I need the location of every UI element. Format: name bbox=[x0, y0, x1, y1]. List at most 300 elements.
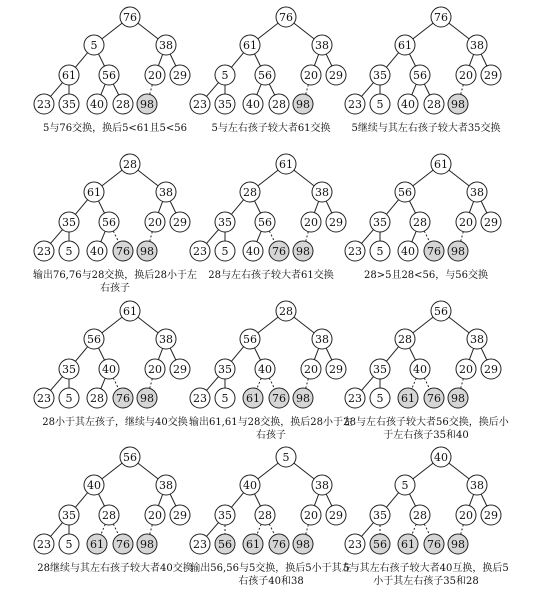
heap-node bbox=[215, 65, 235, 85]
tree-edge bbox=[51, 377, 63, 391]
sorted-node bbox=[398, 534, 418, 554]
tree-edge bbox=[113, 378, 118, 389]
panel-caption: 28与左右孩子较大者56交换，换后小于左右孩子35和40 bbox=[343, 417, 509, 441]
node-label: 40 bbox=[401, 98, 415, 111]
sorted-node bbox=[448, 534, 468, 554]
sorted-node bbox=[448, 388, 468, 408]
tree-edge bbox=[170, 54, 176, 66]
node-label: 29 bbox=[173, 363, 187, 376]
heap-node bbox=[84, 182, 104, 202]
node-label: 56 bbox=[87, 333, 101, 346]
heap-node bbox=[456, 359, 476, 379]
tree-edge bbox=[362, 230, 374, 244]
tree-edge bbox=[102, 23, 122, 39]
tree-edge bbox=[75, 347, 87, 362]
node-label: 20 bbox=[459, 509, 473, 522]
tree-edge bbox=[461, 379, 464, 389]
node-label: 61 bbox=[62, 69, 76, 82]
heap-node bbox=[156, 182, 176, 202]
heap-node bbox=[276, 154, 296, 174]
tree-edge bbox=[410, 348, 416, 360]
node-label: 5 bbox=[221, 69, 229, 82]
node-label: 98 bbox=[296, 245, 310, 258]
tree-edge bbox=[461, 525, 464, 535]
node-label: 28 bbox=[427, 98, 441, 111]
heap-panel bbox=[345, 447, 501, 554]
tree-edge bbox=[150, 85, 153, 95]
node-label: 76 bbox=[116, 245, 130, 258]
sorted-node bbox=[113, 534, 133, 554]
node-label: 20 bbox=[148, 363, 162, 376]
tree-edge bbox=[257, 524, 261, 535]
sorted-node bbox=[243, 534, 263, 554]
heap-node bbox=[145, 359, 165, 379]
heap-node bbox=[398, 94, 418, 114]
tree-edge bbox=[314, 54, 318, 65]
node-label: 23 bbox=[348, 98, 362, 111]
tree-edge bbox=[75, 200, 87, 215]
node-label: 29 bbox=[173, 509, 187, 522]
tree-edge bbox=[170, 348, 176, 360]
node-label: 5 bbox=[376, 392, 384, 405]
node-label: 28 bbox=[413, 216, 427, 229]
tree-edge bbox=[481, 494, 487, 506]
heap-node bbox=[113, 94, 133, 114]
heap-panel bbox=[345, 154, 501, 261]
node-label: 56 bbox=[373, 538, 387, 551]
node-label: 23 bbox=[37, 392, 51, 405]
heap-node bbox=[410, 359, 430, 379]
heap-node bbox=[395, 475, 415, 495]
node-label: 61 bbox=[87, 186, 101, 199]
node-label: 23 bbox=[37, 245, 51, 258]
heap-node bbox=[170, 505, 190, 525]
tree-edge bbox=[255, 201, 261, 213]
tree-edge bbox=[461, 232, 464, 242]
heap-node bbox=[190, 534, 210, 554]
tree-edge bbox=[449, 317, 469, 333]
node-label: 23 bbox=[193, 98, 207, 111]
tree-edge bbox=[207, 230, 219, 244]
heap-node bbox=[145, 505, 165, 525]
sorted-node bbox=[269, 241, 289, 261]
node-label: 29 bbox=[329, 216, 343, 229]
sorted-node bbox=[293, 94, 313, 114]
heap-node bbox=[370, 505, 390, 525]
tree-edge bbox=[410, 54, 416, 66]
heap-node bbox=[276, 447, 296, 467]
tree-edge bbox=[449, 463, 469, 479]
tree-edge bbox=[138, 317, 158, 333]
tree-edge bbox=[362, 377, 374, 391]
node-label: 98 bbox=[140, 245, 154, 258]
node-label: 61 bbox=[401, 538, 415, 551]
heap-panel bbox=[34, 447, 190, 554]
heap-panel bbox=[190, 7, 346, 114]
tree-edge bbox=[424, 378, 429, 389]
node-label: 38 bbox=[159, 39, 173, 52]
heap-node bbox=[87, 94, 107, 114]
node-label: 56 bbox=[102, 69, 116, 82]
heap-node bbox=[243, 94, 263, 114]
heap-node bbox=[145, 212, 165, 232]
node-label: 20 bbox=[304, 69, 318, 82]
node-label: 61 bbox=[90, 538, 104, 551]
node-label: 23 bbox=[37, 538, 51, 551]
tree-edge bbox=[269, 231, 274, 242]
heap-node bbox=[215, 388, 235, 408]
tree-edge bbox=[99, 54, 105, 66]
node-label: 20 bbox=[148, 216, 162, 229]
heap-node bbox=[215, 212, 235, 232]
heap-node bbox=[215, 505, 235, 525]
node-label: 29 bbox=[484, 69, 498, 82]
node-label: 40 bbox=[87, 479, 101, 492]
tree-edge bbox=[424, 524, 429, 535]
node-label: 5 bbox=[221, 245, 229, 258]
node-label: 35 bbox=[373, 69, 387, 82]
node-label: 5 bbox=[65, 392, 73, 405]
tree-edge bbox=[158, 54, 162, 65]
node-label: 23 bbox=[37, 98, 51, 111]
tree-edge bbox=[410, 494, 416, 506]
node-label: 5 bbox=[221, 392, 229, 405]
heap-node bbox=[467, 329, 487, 349]
heap-node bbox=[312, 182, 332, 202]
tree-edge bbox=[231, 493, 243, 508]
heap-node bbox=[345, 534, 365, 554]
node-label: 20 bbox=[459, 216, 473, 229]
sorted-node bbox=[398, 388, 418, 408]
sorted-node bbox=[424, 534, 444, 554]
node-label: 38 bbox=[315, 479, 329, 492]
node-label: 5 bbox=[90, 39, 98, 52]
tree-edge bbox=[412, 378, 416, 389]
heap-node bbox=[345, 388, 365, 408]
heap-node bbox=[312, 35, 332, 55]
sorted-node bbox=[113, 388, 133, 408]
heap-panel bbox=[190, 154, 346, 261]
node-label: 61 bbox=[246, 538, 260, 551]
node-label: 23 bbox=[348, 538, 362, 551]
sorted-node bbox=[448, 241, 468, 261]
heap-node bbox=[481, 359, 501, 379]
heap-node bbox=[424, 94, 444, 114]
sorted-node bbox=[293, 388, 313, 408]
node-label: 56 bbox=[243, 333, 257, 346]
tree-edge bbox=[101, 84, 105, 95]
panel-caption: 输出56,56与5交换，换后5小于其左右孩子40和38 bbox=[190, 563, 352, 587]
node-label: 35 bbox=[62, 363, 76, 376]
tree-edge bbox=[269, 84, 274, 95]
node-label: 98 bbox=[140, 98, 154, 111]
heap-node bbox=[467, 35, 487, 55]
node-label: 56 bbox=[218, 538, 232, 551]
node-label: 29 bbox=[173, 216, 187, 229]
tree-edge bbox=[75, 493, 87, 508]
node-label: 38 bbox=[470, 333, 484, 346]
tree-edge bbox=[269, 524, 274, 535]
sorted-node bbox=[137, 388, 157, 408]
tree-edge bbox=[231, 200, 243, 215]
node-label: 28 bbox=[116, 98, 130, 111]
sorted-node bbox=[424, 388, 444, 408]
node-label: 23 bbox=[348, 392, 362, 405]
tree-edge bbox=[412, 84, 416, 95]
tree-edge bbox=[413, 317, 433, 333]
node-label: 35 bbox=[218, 216, 232, 229]
tree-edge bbox=[101, 524, 105, 535]
heap-node bbox=[398, 241, 418, 261]
node-label: 56 bbox=[258, 216, 272, 229]
tree-edge bbox=[231, 53, 243, 68]
node-label: 28 bbox=[102, 509, 116, 522]
heap-node bbox=[99, 212, 119, 232]
heap-node bbox=[481, 65, 501, 85]
node-label: 98 bbox=[451, 245, 465, 258]
tree-edge bbox=[138, 23, 158, 39]
node-label: 20 bbox=[148, 509, 162, 522]
node-label: 35 bbox=[373, 363, 387, 376]
node-label: 38 bbox=[315, 333, 329, 346]
tree-edge bbox=[461, 85, 464, 95]
node-label: 29 bbox=[484, 216, 498, 229]
node-label: 76 bbox=[116, 538, 130, 551]
node-label: 61 bbox=[243, 39, 257, 52]
heap-node bbox=[370, 212, 390, 232]
tree-edge bbox=[306, 379, 309, 389]
heap-panel bbox=[345, 7, 501, 114]
node-label: 40 bbox=[246, 245, 260, 258]
node-label: 56 bbox=[102, 216, 116, 229]
heap-node bbox=[99, 359, 119, 379]
node-label: 38 bbox=[159, 333, 173, 346]
node-label: 20 bbox=[459, 363, 473, 376]
heap-node bbox=[410, 505, 430, 525]
heap-node bbox=[255, 212, 275, 232]
heap-panel bbox=[345, 301, 501, 408]
tree-edge bbox=[469, 54, 473, 65]
tree-edge bbox=[150, 379, 153, 389]
tree-edge bbox=[362, 523, 374, 537]
tree-edge bbox=[314, 201, 318, 212]
node-label: 23 bbox=[348, 245, 362, 258]
heap-node bbox=[84, 475, 104, 495]
heap-node bbox=[312, 329, 332, 349]
tree-edge bbox=[75, 53, 87, 68]
tree-edge bbox=[258, 23, 278, 39]
tree-edge bbox=[102, 317, 122, 333]
heap-node bbox=[59, 388, 79, 408]
node-label: 35 bbox=[218, 363, 232, 376]
heap-node bbox=[34, 534, 54, 554]
tree-edge bbox=[101, 231, 105, 242]
node-label: 5 bbox=[282, 451, 290, 464]
heap-node bbox=[395, 182, 415, 202]
tree-edge bbox=[481, 201, 487, 213]
heap-node bbox=[431, 301, 451, 321]
tree-edge bbox=[413, 170, 433, 186]
node-label: 40 bbox=[434, 451, 448, 464]
node-label: 28 bbox=[243, 186, 257, 199]
node-label: 29 bbox=[329, 69, 343, 82]
tree-edge bbox=[51, 230, 63, 244]
heap-node bbox=[481, 505, 501, 525]
heap-node bbox=[120, 301, 140, 321]
node-label: 61 bbox=[434, 158, 448, 171]
heap-node bbox=[59, 505, 79, 525]
tree-edge bbox=[138, 170, 158, 186]
sorted-node bbox=[424, 241, 444, 261]
tree-edge bbox=[469, 201, 473, 212]
heap-node bbox=[326, 505, 346, 525]
node-label: 5 bbox=[376, 98, 384, 111]
node-label: 38 bbox=[159, 479, 173, 492]
tree-edge bbox=[424, 84, 429, 95]
node-label: 28 bbox=[413, 509, 427, 522]
node-label: 40 bbox=[90, 245, 104, 258]
heap-node bbox=[255, 505, 275, 525]
heap-node bbox=[120, 154, 140, 174]
tree-edge bbox=[255, 494, 261, 506]
panel-caption: 5与左右孩子较大者61交换 bbox=[211, 123, 331, 134]
tree-edge bbox=[207, 83, 219, 97]
heap-node bbox=[431, 447, 451, 467]
heap-node bbox=[240, 182, 260, 202]
tree-edge bbox=[51, 83, 63, 97]
node-label: 29 bbox=[484, 509, 498, 522]
tree-edge bbox=[294, 463, 314, 479]
panel-caption: 输出76,76与28交换，换后28小于左右孩子 bbox=[32, 270, 198, 294]
heap-node bbox=[410, 212, 430, 232]
tree-edge bbox=[386, 347, 398, 362]
heap-node bbox=[395, 35, 415, 55]
heap-panel bbox=[34, 154, 190, 261]
node-label: 76 bbox=[123, 11, 137, 24]
heap-node bbox=[156, 329, 176, 349]
heap-node bbox=[301, 65, 321, 85]
sorted-node bbox=[137, 534, 157, 554]
heap-node bbox=[156, 475, 176, 495]
node-label: 29 bbox=[173, 69, 187, 82]
node-label: 76 bbox=[427, 538, 441, 551]
node-label: 35 bbox=[373, 216, 387, 229]
heap-panel bbox=[34, 7, 190, 114]
node-label: 35 bbox=[62, 509, 76, 522]
panel-caption: 28>5且28<56，与56交换 bbox=[363, 270, 489, 281]
tree-edge bbox=[481, 348, 487, 360]
heap-node bbox=[431, 154, 451, 174]
node-label: 98 bbox=[296, 538, 310, 551]
node-label: 28 bbox=[90, 392, 104, 405]
heap-node bbox=[120, 7, 140, 27]
node-label: 29 bbox=[329, 509, 343, 522]
node-label: 56 bbox=[398, 186, 412, 199]
node-label: 40 bbox=[243, 479, 257, 492]
tree-edge bbox=[469, 348, 473, 359]
heap-node bbox=[345, 241, 365, 261]
node-label: 98 bbox=[451, 98, 465, 111]
heap-panel bbox=[34, 301, 190, 408]
heap-node bbox=[326, 359, 346, 379]
heap-node bbox=[215, 94, 235, 114]
tree-edge bbox=[113, 84, 118, 95]
tree-edge bbox=[138, 463, 158, 479]
tree-edge bbox=[386, 200, 398, 215]
node-label: 38 bbox=[315, 186, 329, 199]
heap-node bbox=[370, 65, 390, 85]
heap-node bbox=[326, 65, 346, 85]
tree-edge bbox=[99, 201, 105, 213]
node-label: 5 bbox=[401, 479, 409, 492]
heap-node bbox=[170, 359, 190, 379]
node-label: 20 bbox=[459, 69, 473, 82]
tree-edge bbox=[158, 348, 162, 359]
sorted-node bbox=[215, 534, 235, 554]
heap-node bbox=[156, 35, 176, 55]
heap-node bbox=[301, 212, 321, 232]
sorted-node bbox=[137, 241, 157, 261]
panel-caption: 5继续与其左右孩子较大者35交换 bbox=[351, 123, 501, 134]
tree-edge bbox=[51, 523, 63, 537]
node-label: 76 bbox=[116, 392, 130, 405]
heap-node bbox=[59, 65, 79, 85]
heap-node bbox=[326, 212, 346, 232]
heap-node bbox=[243, 241, 263, 261]
panel-caption: 28小于其左孩子，继续与40交换 bbox=[42, 417, 188, 428]
node-label: 38 bbox=[470, 39, 484, 52]
heap-node bbox=[456, 65, 476, 85]
node-label: 28 bbox=[123, 158, 137, 171]
tree-edge bbox=[231, 347, 243, 362]
node-label: 29 bbox=[329, 363, 343, 376]
tree-edge bbox=[170, 494, 176, 506]
heap-node bbox=[190, 241, 210, 261]
node-label: 98 bbox=[296, 98, 310, 111]
tree-edge bbox=[257, 84, 261, 95]
panel-caption: 28与左右孩子较大者61交换 bbox=[208, 270, 334, 281]
node-label: 35 bbox=[218, 509, 232, 522]
heap-node bbox=[481, 212, 501, 232]
node-label: 38 bbox=[470, 186, 484, 199]
tree-edge bbox=[257, 231, 261, 242]
sorted-node bbox=[370, 534, 390, 554]
node-label: 98 bbox=[451, 538, 465, 551]
node-label: 56 bbox=[123, 451, 137, 464]
node-label: 61 bbox=[123, 305, 137, 318]
heap-node bbox=[240, 35, 260, 55]
tree-edge bbox=[412, 231, 416, 242]
node-label: 20 bbox=[148, 69, 162, 82]
node-label: 35 bbox=[62, 216, 76, 229]
tree-edge bbox=[362, 83, 374, 97]
node-label: 28 bbox=[398, 333, 412, 346]
heap-node bbox=[59, 212, 79, 232]
panel-caption: 5与76交换，换后5<61且5<56 bbox=[42, 123, 188, 134]
tree-edge bbox=[481, 54, 487, 66]
heap-node bbox=[170, 212, 190, 232]
node-label: 61 bbox=[246, 392, 260, 405]
heap-node bbox=[59, 359, 79, 379]
tree-edge bbox=[386, 53, 398, 68]
heap-node bbox=[99, 505, 119, 525]
node-label: 29 bbox=[484, 363, 498, 376]
node-label: 76 bbox=[272, 392, 286, 405]
tree-edge bbox=[150, 232, 153, 242]
tree-edge bbox=[413, 23, 433, 39]
heap-node bbox=[34, 388, 54, 408]
node-label: 38 bbox=[470, 479, 484, 492]
